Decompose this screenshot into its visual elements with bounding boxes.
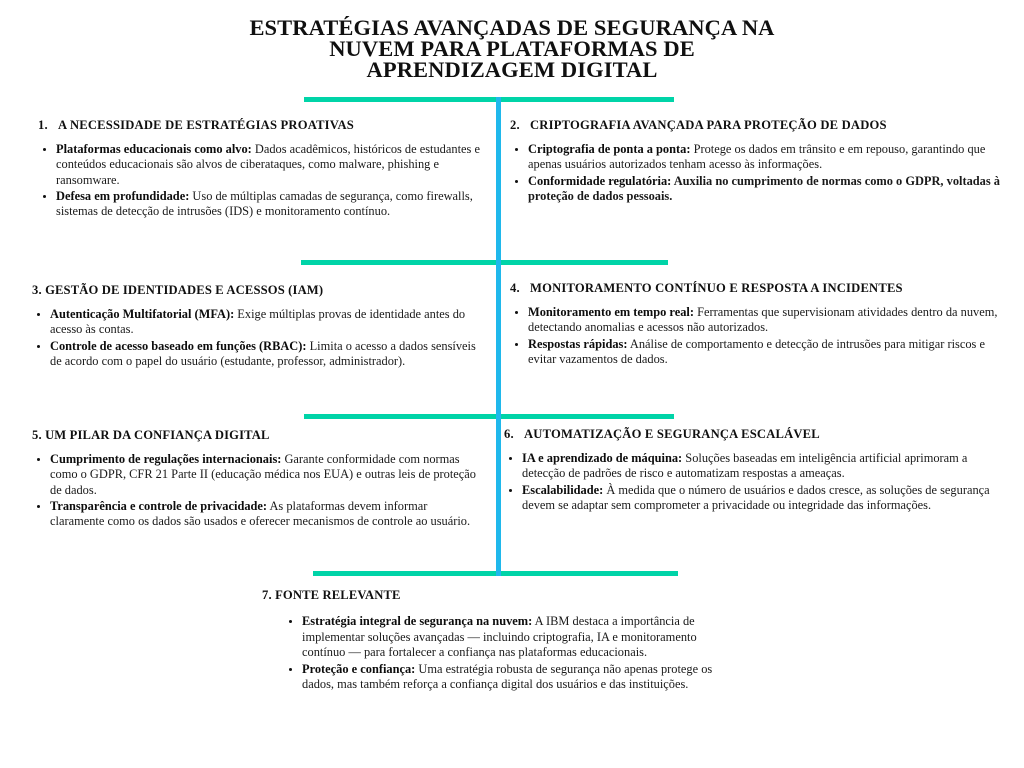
section-3-bullet-list xyxy=(32,307,482,369)
section-3 xyxy=(32,283,482,370)
bullet-lead: Controle de acesso baseado em funções (RBAC): xyxy=(50,338,307,353)
bullet-lead: Cumprimento de regulações internacionais: xyxy=(50,452,282,466)
bullet-lead: IA e aprendizado de máquina: xyxy=(522,451,683,465)
bullet-lead: Proteção e confiança: xyxy=(302,661,416,676)
bullet-lead: Conformidade regulatória: xyxy=(528,173,672,188)
divider-vertical-center xyxy=(496,97,501,576)
bullet-body: Protege os dados em trânsito e em repouso, garantindo que apenas usuários autorizados tenham acesso às informações. xyxy=(528,142,986,172)
bullet-body: Uso de múltiplas camadas de segurança, como firewalls, sistemas de detecção de intrusões (IDS) e monitoramento contínuo. xyxy=(56,188,473,219)
bullet-lead: Transparência e controle de privacidade: xyxy=(50,498,268,513)
section-5-bullet-list xyxy=(32,452,482,530)
list-item xyxy=(32,339,482,370)
section-1-number: 1. xyxy=(38,118,48,132)
bullet-body: Análise de comportamento e detecção de intrusões para mitigar riscos e evitar vazamentos de dados. xyxy=(528,336,985,366)
section-2-bullet-list xyxy=(510,142,1000,204)
bullet-body: As plataformas devem informar claramente como os dados são usados e oferecer mecanismos de controle ao usuário. xyxy=(50,498,471,529)
section-3-number: 3. xyxy=(32,283,42,297)
bullet-body: Limita o acesso a dados sensíveis de acordo com o papel do usuário (estudante, professor, administrador). xyxy=(50,338,476,368)
list-item xyxy=(510,174,1000,205)
section-1 xyxy=(38,118,486,221)
section-1-heading xyxy=(38,118,486,133)
list-item xyxy=(510,337,1002,368)
bullet-body: Soluções baseadas em inteligência artificial aprimoram a detecção de padrões de risco e automatizam respostas a ameaças. xyxy=(522,451,968,481)
section-3-title: GESTÃO DE IDENTIDADES E ACESSOS (IAM) xyxy=(45,283,324,297)
bullet-lead: Defesa em profundidade: xyxy=(56,188,190,203)
list-item xyxy=(284,614,722,661)
section-2-number: 2. xyxy=(510,118,520,132)
bullet-lead: Estratégia integral de segurança na nuvem: xyxy=(302,614,533,628)
bullet-body: Exige múltiplas provas de identidade antes do acesso às contas. xyxy=(50,307,466,337)
section-2 xyxy=(510,118,1000,205)
list-item xyxy=(38,189,486,220)
list-item xyxy=(510,142,1000,173)
bullet-lead: Escalabilidade: xyxy=(522,482,604,497)
section-1-bullet-list xyxy=(38,142,486,220)
title-line-3: APRENDIZAGEM DIGITAL xyxy=(366,56,658,82)
section-2-title: CRIPTOGRAFIA AVANÇADA PARA PROTEÇÃO DE DADOS xyxy=(530,118,887,132)
title-line-2: NUVEM PARA PLATAFORMAS DE xyxy=(329,35,695,61)
bullet-body: A IBM destaca a importância de implementar soluções avançadas — incluindo criptografia, IA e monitoramento contínuo — para fortalecer a confiança nas plataformas educacionais. xyxy=(302,614,697,659)
section-7-heading xyxy=(262,588,722,603)
divider-horizontal-middle-1 xyxy=(301,260,668,265)
section-5-title: UM PILAR DA CONFIANÇA DIGITAL xyxy=(45,428,270,442)
section-4-heading xyxy=(510,281,1002,296)
bullet-lead: Criptografia de ponta a ponta: xyxy=(528,142,691,156)
bullet-body: À medida que o número de usuários e dados cresce, as soluções de segurança devem se adaptar sem comprometer a privacidade ou integridade das informações. xyxy=(522,482,990,512)
bullet-lead: Monitoramento em tempo real: xyxy=(528,305,694,319)
section-4-title: MONITORAMENTO CONTÍNUO E RESPOSTA A INCIDENTES xyxy=(530,281,903,295)
section-1-title: A NECESSIDADE DE ESTRATÉGIAS PROATIVAS xyxy=(58,118,354,132)
section-6-title: AUTOMATIZAÇÃO E SEGURANÇA ESCALÁVEL xyxy=(524,427,820,441)
bullet-lead: Respostas rápidas: xyxy=(528,336,628,351)
section-7-bullet-list xyxy=(262,614,722,693)
section-6 xyxy=(504,427,999,514)
bullet-body: Ferramentas que supervisionam atividades dentro da nuvem, detectando anomalias e acessos não autorizados. xyxy=(528,305,998,335)
list-item xyxy=(32,499,482,530)
section-7-title: FONTE RELEVANTE xyxy=(275,588,401,602)
divider-horizontal-top xyxy=(304,97,674,102)
divider-horizontal-middle-2 xyxy=(304,414,674,419)
list-item xyxy=(32,452,482,498)
bullet-body: Auxilia no cumprimento de normas como o GDPR, voltadas à proteção de dados pessoais. xyxy=(528,173,1000,203)
list-item xyxy=(284,662,722,693)
list-item xyxy=(38,142,486,188)
section-5 xyxy=(32,428,482,531)
bullet-lead: Plataformas educacionais como alvo: xyxy=(56,142,252,156)
section-2-heading xyxy=(510,118,1000,133)
section-4 xyxy=(510,281,1002,368)
bullet-body: Dados acadêmicos, históricos de estudantes e conteúdos educacionais são alvos de ciberataques, como malware, phishing e ransomware. xyxy=(56,142,480,187)
section-4-number: 4. xyxy=(510,281,520,295)
page-title xyxy=(160,15,864,82)
section-7-number: 7. xyxy=(262,588,272,602)
section-5-number: 5. xyxy=(32,428,42,442)
list-item xyxy=(504,451,999,482)
list-item xyxy=(32,307,482,338)
section-6-heading xyxy=(504,427,999,442)
bullet-body: Uma estratégia robusta de segurança não apenas protege os dados, mas também reforça a confiança digital dos usuários e das instituições. xyxy=(302,661,713,691)
section-6-number: 6. xyxy=(504,427,514,441)
section-3-heading xyxy=(32,283,482,298)
bullet-body: Garante conformidade com normas como o GDPR, CFR 21 Parte II (educação médica nos EUA) e outras leis de proteção de dados. xyxy=(50,452,476,497)
title-line-1: ESTRATÉGIAS AVANÇADAS DE SEGURANÇA NA xyxy=(249,15,775,40)
section-4-bullet-list xyxy=(510,305,1002,367)
list-item xyxy=(504,483,999,514)
section-7 xyxy=(262,588,722,694)
list-item xyxy=(510,305,1002,336)
bullet-lead: Autenticação Multifatorial (MFA): xyxy=(50,307,235,321)
section-5-heading xyxy=(32,428,482,443)
section-6-bullet-list xyxy=(504,451,999,513)
